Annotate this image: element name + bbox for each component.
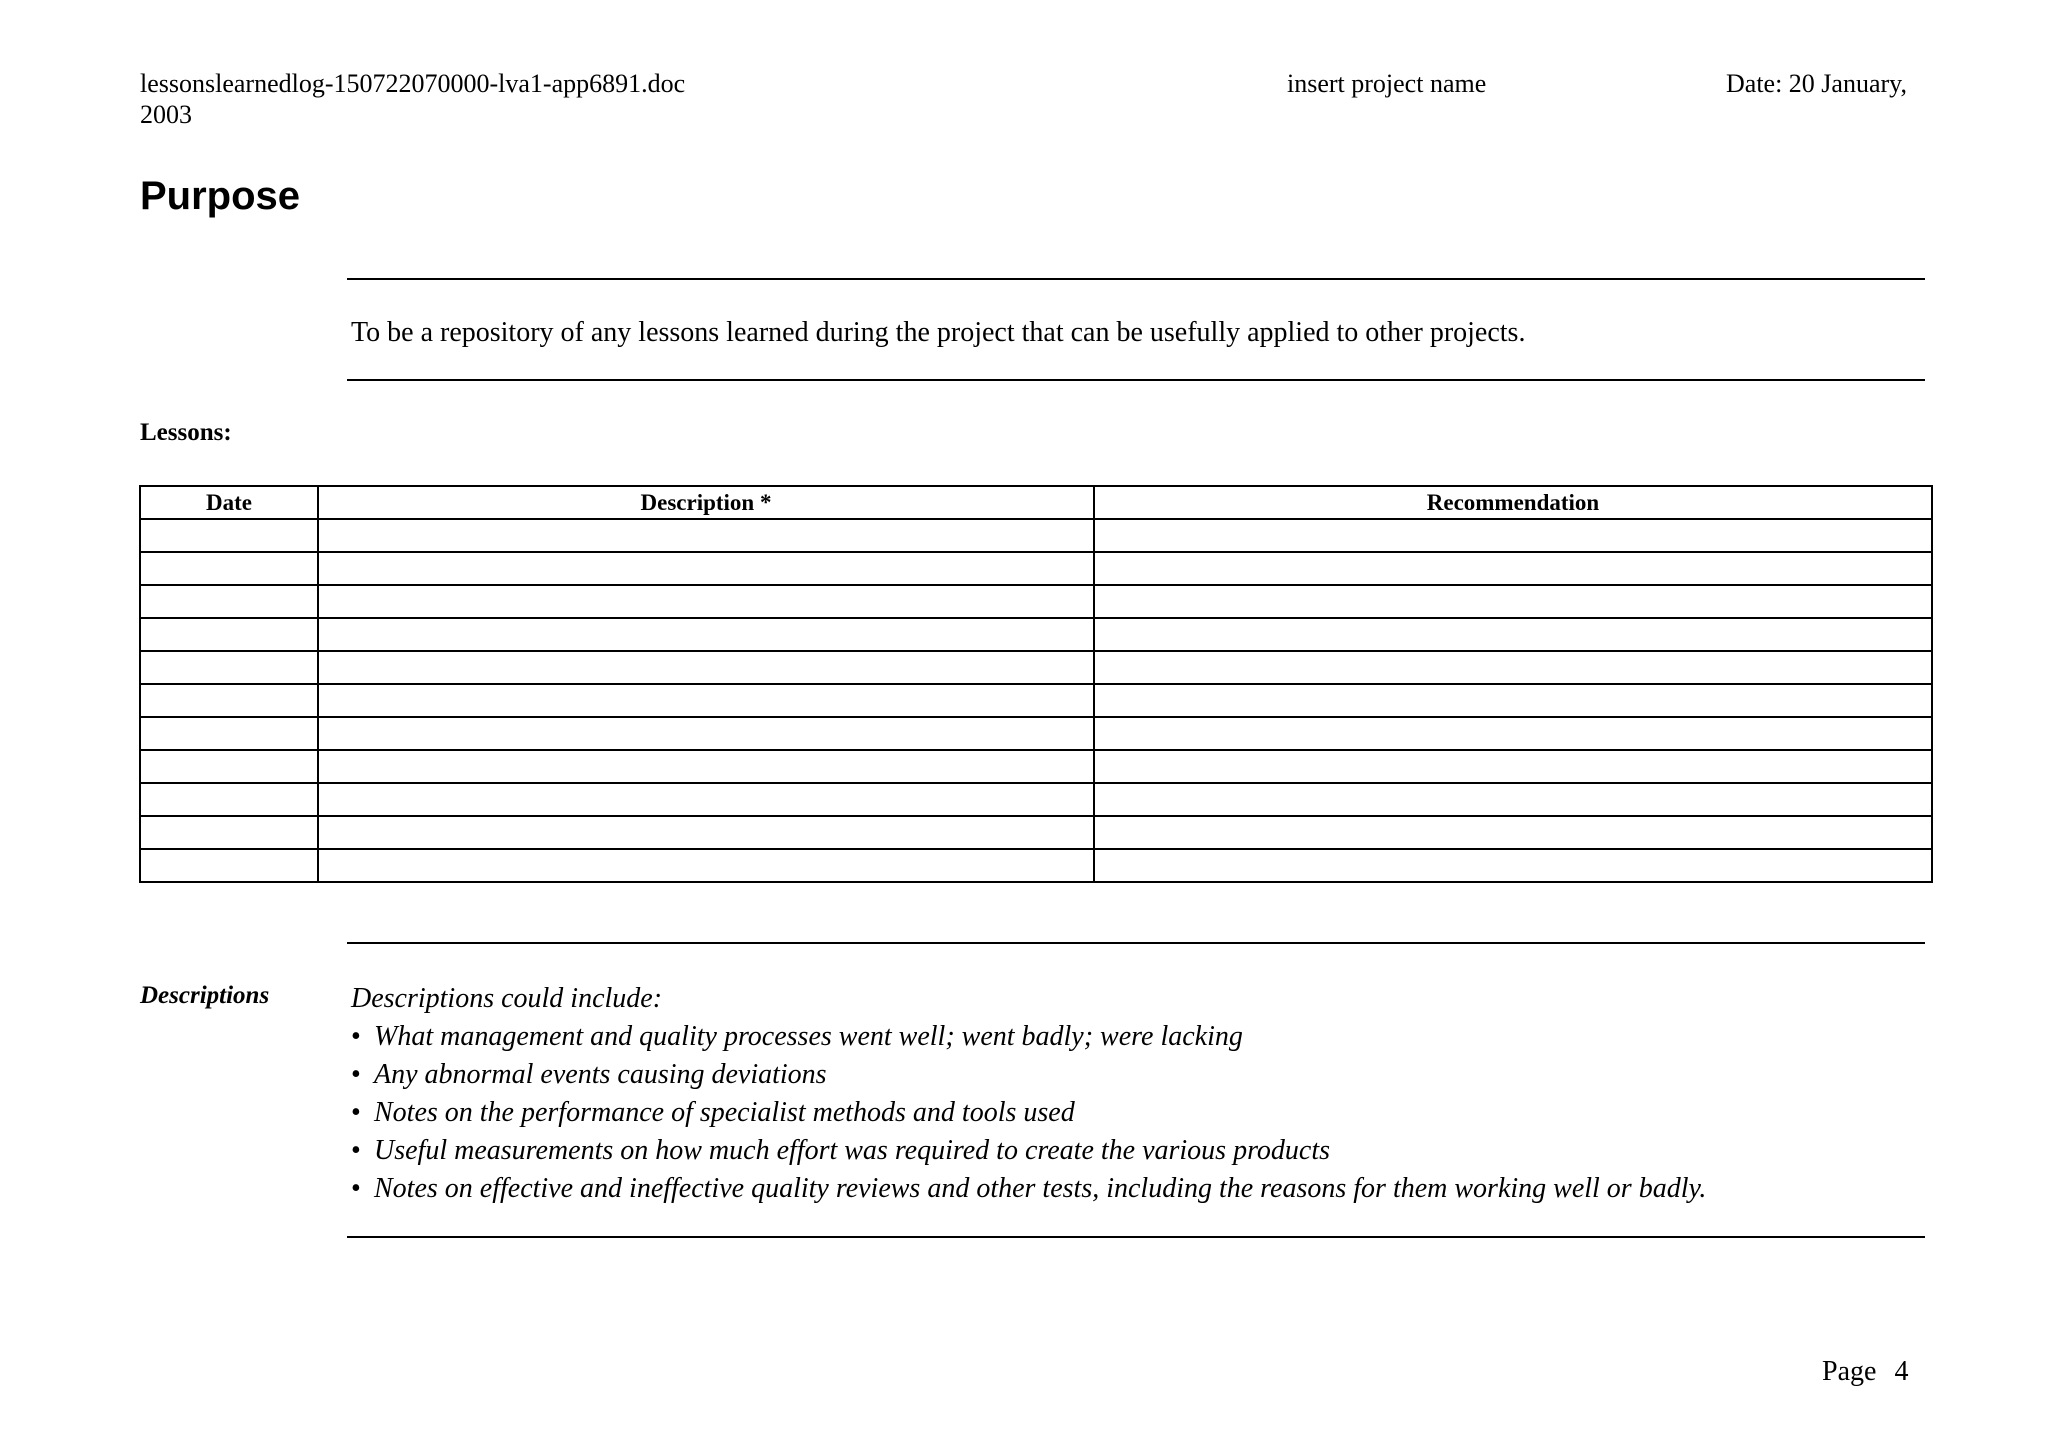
cell-recommendation[interactable] <box>1094 585 1932 618</box>
cell-date[interactable] <box>140 750 318 783</box>
lessons-label: Lessons: <box>140 419 232 446</box>
column-header-date: Date <box>140 486 318 519</box>
cell-recommendation[interactable] <box>1094 552 1932 585</box>
descriptions-list <box>351 1018 1706 1208</box>
header-date: Date: 20 January, <box>1726 69 1907 98</box>
lessons-table <box>139 485 1933 883</box>
cell-recommendation[interactable] <box>1094 849 1932 882</box>
table-row <box>140 849 1932 882</box>
cell-description[interactable] <box>318 618 1094 651</box>
list-item <box>351 1018 1706 1056</box>
table-row <box>140 750 1932 783</box>
list-item <box>351 1056 1706 1094</box>
lessons-table-body <box>140 519 1932 882</box>
bullet-icon: • <box>351 1097 361 1128</box>
list-item-text: What management and quality processes went well; went badly; were lacking <box>374 1021 1243 1052</box>
cell-recommendation[interactable] <box>1094 717 1932 750</box>
bullet-icon: • <box>351 1135 361 1166</box>
cell-recommendation[interactable] <box>1094 816 1932 849</box>
list-item-text: Any abnormal events causing deviations <box>374 1059 827 1090</box>
divider-line <box>347 278 1925 280</box>
page-number: 4 <box>1894 1356 1909 1387</box>
column-header-recommendation: Recommendation <box>1094 486 1932 519</box>
cell-date[interactable] <box>140 585 318 618</box>
table-row <box>140 651 1932 684</box>
divider-line <box>347 942 1925 944</box>
bullet-icon: • <box>351 1021 361 1052</box>
page-header <box>140 68 1920 138</box>
cell-recommendation[interactable] <box>1094 783 1932 816</box>
table-row <box>140 816 1932 849</box>
table-row <box>140 585 1932 618</box>
cell-description[interactable] <box>318 816 1094 849</box>
cell-date[interactable] <box>140 717 318 750</box>
table-row <box>140 552 1932 585</box>
table-row <box>140 783 1932 816</box>
cell-date[interactable] <box>140 552 318 585</box>
bullet-icon: • <box>351 1059 361 1090</box>
cell-description[interactable] <box>318 519 1094 552</box>
cell-date[interactable] <box>140 651 318 684</box>
table-row <box>140 618 1932 651</box>
cell-description[interactable] <box>318 552 1094 585</box>
column-header-description: Description * <box>318 486 1094 519</box>
header-year: 2003 <box>140 100 192 129</box>
list-item <box>351 1132 1706 1170</box>
purpose-heading: Purpose <box>140 174 301 218</box>
page-footer <box>1822 1355 1908 1389</box>
descriptions-block <box>351 980 1706 1208</box>
list-item-text: Useful measurements on how much effort was required to create the various products <box>374 1135 1331 1166</box>
cell-date[interactable] <box>140 849 318 882</box>
descriptions-label: Descriptions <box>140 982 270 1009</box>
cell-date[interactable] <box>140 684 318 717</box>
cell-description[interactable] <box>318 849 1094 882</box>
cell-description[interactable] <box>318 651 1094 684</box>
cell-description[interactable] <box>318 684 1094 717</box>
divider-line <box>347 1236 1925 1238</box>
table-row <box>140 684 1932 717</box>
list-item-text: Notes on effective and ineffective quality reviews and other tests, including the reasons for them working well or badly. <box>374 1173 1707 1204</box>
cell-date[interactable] <box>140 783 318 816</box>
cell-description[interactable] <box>318 585 1094 618</box>
cell-date[interactable] <box>140 816 318 849</box>
list-item <box>351 1170 1706 1208</box>
list-item-text: Notes on the performance of specialist methods and tools used <box>374 1097 1075 1128</box>
cell-recommendation[interactable] <box>1094 519 1932 552</box>
header-filename: lessonslearnedlog-150722070000-lva1-app6891.doc <box>140 69 686 98</box>
cell-recommendation[interactable] <box>1094 618 1932 651</box>
table-row <box>140 717 1932 750</box>
cell-recommendation[interactable] <box>1094 651 1932 684</box>
cell-description[interactable] <box>318 750 1094 783</box>
cell-description[interactable] <box>318 717 1094 750</box>
cell-date[interactable] <box>140 618 318 651</box>
descriptions-intro: Descriptions could include: <box>351 983 663 1014</box>
list-item <box>351 1094 1706 1132</box>
bullet-icon: • <box>351 1173 361 1204</box>
cell-recommendation[interactable] <box>1094 684 1932 717</box>
divider-line <box>347 379 1925 381</box>
cell-description[interactable] <box>318 783 1094 816</box>
cell-recommendation[interactable] <box>1094 750 1932 783</box>
table-header-row <box>140 486 1932 519</box>
purpose-text: To be a repository of any lessons learned during the project that can be usefully applied to other projects. <box>351 317 1526 348</box>
cell-date[interactable] <box>140 519 318 552</box>
header-project-name: insert project name <box>1287 69 1487 98</box>
page-label: Page <box>1822 1356 1877 1387</box>
table-row <box>140 519 1932 552</box>
